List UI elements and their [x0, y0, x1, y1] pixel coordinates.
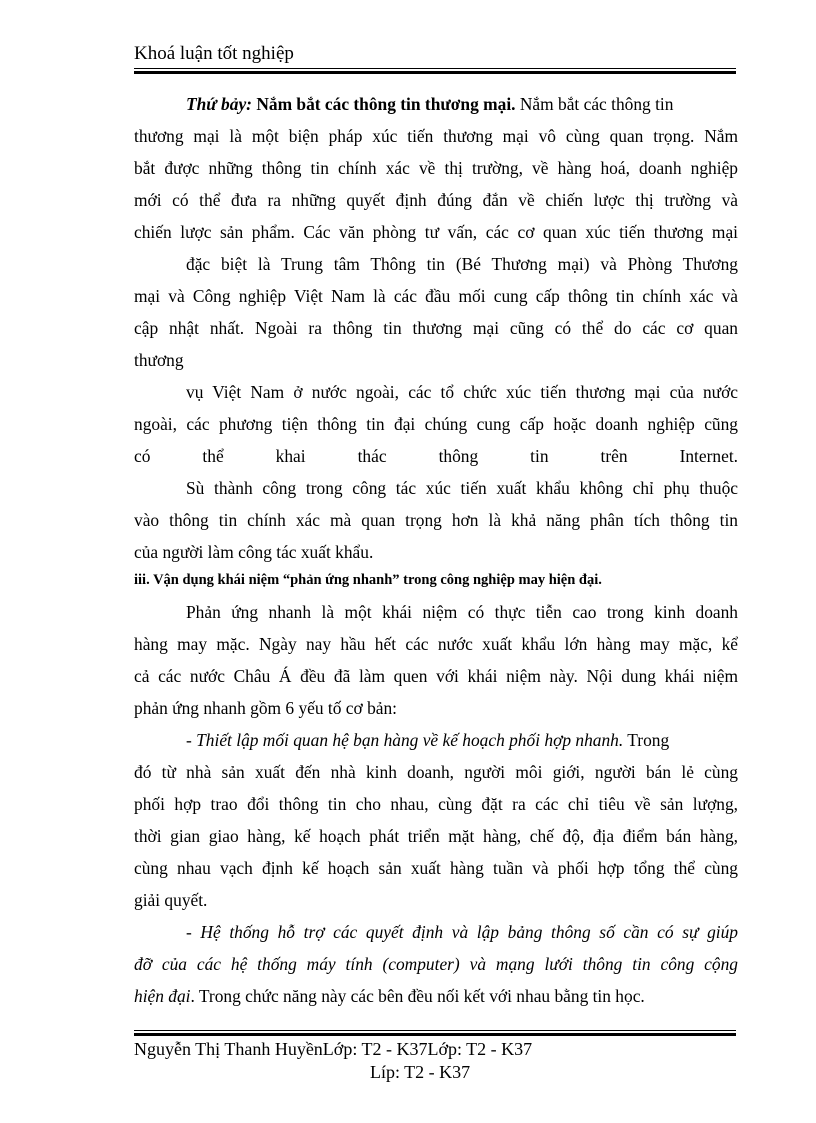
bullet2-line-1: đỡ của các hệ thống máy tính (computer) và mạng lưới thông tin công cộng	[134, 954, 738, 974]
para4-line-2: của người làm công tác xuất khẩu.	[134, 542, 374, 562]
para4-line-1: vào thông tin chính xác mà quan trọng hơn là khả năng phân tích thông tin	[134, 510, 738, 530]
para2-line-2: cập nhật nhất. Ngoài ra thông tin thương mại cũng có thể do các cơ quan	[134, 318, 738, 338]
para4-line-0: Sù thành công trong công tác xúc tiến xuất khẩu không chỉ phụ thuộc	[186, 478, 738, 498]
para3-line-1: ngoài, các phương tiện thông tin đại chúng cung cấp hoặc doanh nghiệp cũng	[134, 414, 738, 434]
footer-rule-thin-top	[134, 1030, 736, 1031]
document-body	[134, 88, 738, 1012]
page-header-title: Khoá luận tốt nghiệp	[134, 43, 294, 64]
bullet1-line-3: thời gian giao hàng, kế hoạch phát triển mặt hàng, chế độ, địa điểm bán hàng,	[134, 826, 738, 846]
para1-line-4: chiến lược sản phẩm. Các văn phòng tư vấn, các cơ quan xúc tiến thương mại	[134, 222, 738, 242]
bullet1-line-2: phối hợp trao đổi thông tin cho nhau, cùng đặt ra các chỉ tiêu về sản lượng,	[134, 794, 738, 814]
para3-line-2: có thể khai thác thông tin trên Internet.	[134, 446, 738, 466]
para2-line-0: đặc biệt là Trung tâm Thông tin (Bé Thương mại) và Phòng Thương	[186, 254, 738, 274]
para5-line-0: Phản ứng nhanh là một khái niệm có thực tiễn cao trong kinh doanh	[186, 602, 738, 622]
footer-rule-thick	[134, 1033, 736, 1036]
bullet1-line-1: đó từ nhà sản xuất đến nhà kinh doanh, người môi giới, người bán lẻ cùng	[134, 762, 738, 782]
para1-line-2: bắt được những thông tin chính xác về thị trường, về hàng hoá, doanh nghiệp	[134, 158, 738, 178]
para5-line-2: cả các nước Châu Á đều đã làm quen với khái niệm này. Nội dung khái niệm	[134, 666, 738, 686]
footer-class-label: Líp: T2 - K37	[370, 1062, 471, 1082]
bullet1-line-0: - Thiết lập mối quan hệ bạn hàng về kế hoạch phối hợp nhanh. Trong	[186, 730, 670, 750]
para1-line-0: Thứ bảy: Nắm bắt các thông tin thương mại. Nắm bắt các thông tin	[186, 94, 674, 114]
footer-author-class: Nguyễn Thị Thanh HuyềnLớp: T2 - K37Lớp: T2 - K37	[134, 1039, 533, 1059]
bullet1-line-4: cùng nhau vạch định kế hoạch sản xuất hàng tuần và phối hợp tổng thể cùng	[134, 858, 738, 878]
para3-line-0: vụ Việt Nam ở nước ngoài, các tổ chức xúc tiến thương mại của nước	[186, 382, 738, 402]
bullet2-line-2: hiện đại. Trong chức năng này các bên đều nối kết với nhau bằng tin học.	[134, 986, 645, 1006]
header-rule-thick	[134, 71, 736, 74]
section-heading: iii. Vận dụng khái niệm “phản ứng nhanh” trong công nghiệp may hiện đại.	[134, 572, 602, 588]
header-rule-thin	[134, 68, 736, 69]
bullet1-line-5: giải quyết.	[134, 890, 208, 910]
para2-line-1: mại và Công nghiệp Việt Nam là các đầu mối cung cấp thông tin chính xác và	[134, 286, 738, 306]
para5-line-1: hàng may mặc. Ngày nay hầu hết các nước xuất khẩu lớn hàng may mặc, kể	[134, 634, 738, 654]
para2-line-3: thương	[134, 350, 184, 370]
para1-line-3: mới có thể đưa ra những quyết định đúng đắn về chiến lược thị trường và	[134, 190, 738, 210]
para1-line-1: thương mại là một biện pháp xúc tiến thương mại vô cùng quan trọng. Nắm	[134, 126, 738, 146]
para5-line-3: phản ứng nhanh gồm 6 yếu tố cơ bản:	[134, 698, 398, 718]
bullet2-line-0: - Hệ thống hỗ trợ các quyết định và lập bảng thông số cần có sự giúp	[186, 922, 738, 942]
